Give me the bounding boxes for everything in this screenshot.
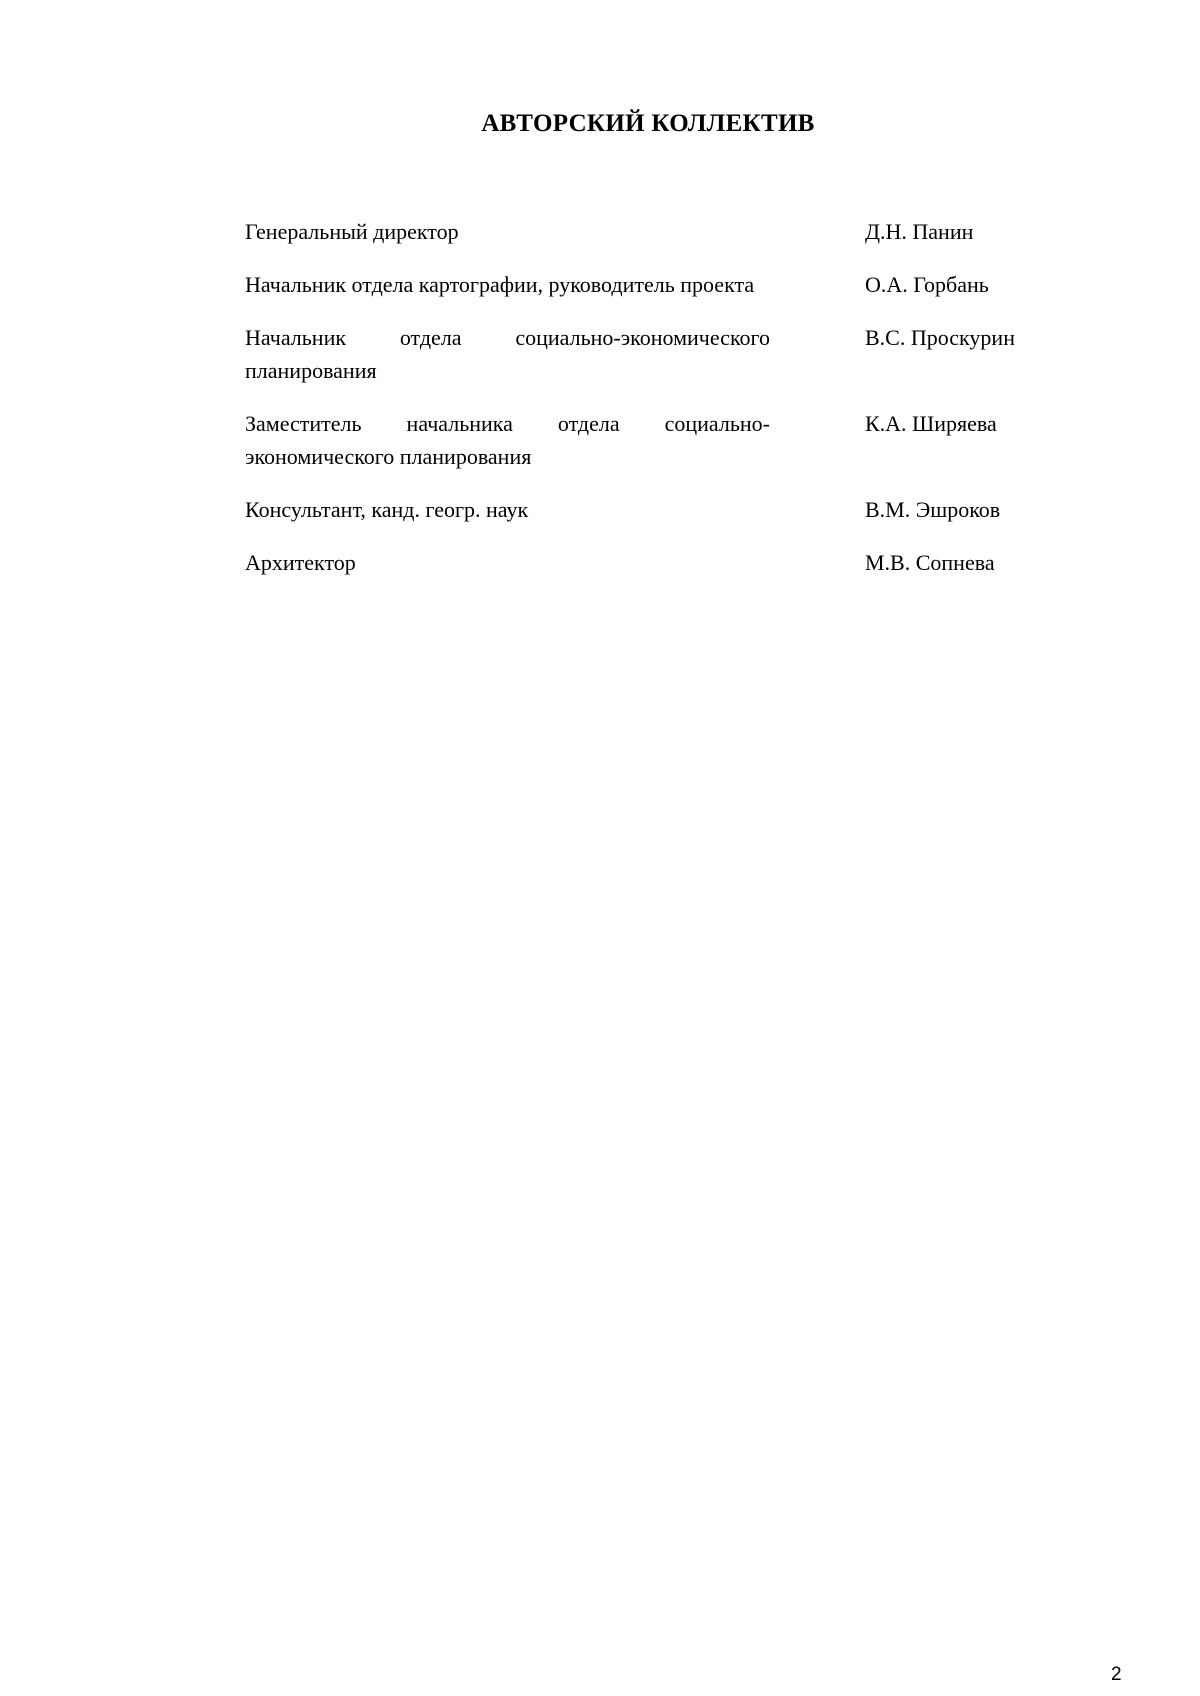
author-name: О.А. Горбань <box>865 272 989 297</box>
author-row <box>245 407 1065 473</box>
author-role: Начальник отдела картографии, руководитель проекта <box>245 272 755 297</box>
author-row <box>245 493 1065 526</box>
author-name: К.А. Ширяева <box>865 411 997 436</box>
author-role: Генеральный директор <box>245 219 459 244</box>
page-title: АВТОРСКИЙ КОЛЛЕКТИВ <box>481 110 815 137</box>
author-role: Консультант, канд. геогр. наук <box>245 497 529 522</box>
author-name: В.С. Проскурин <box>865 325 1015 350</box>
author-row <box>245 268 1065 301</box>
author-name: Д.Н. Панин <box>865 219 974 244</box>
author-role: Начальник отдела социально-экономического планирования <box>245 325 770 383</box>
page-number: 2 <box>1111 1664 1122 1685</box>
author-name: М.В. Сопнева <box>865 550 995 575</box>
authors-list <box>245 215 1065 599</box>
author-role: Архитектор <box>245 550 356 575</box>
author-name: В.М. Эшроков <box>865 497 1001 522</box>
author-row <box>245 546 1065 579</box>
author-row <box>245 321 1065 387</box>
author-row <box>245 215 1065 248</box>
author-role: Заместитель начальника отдела социально-экономического планирования <box>245 411 770 469</box>
